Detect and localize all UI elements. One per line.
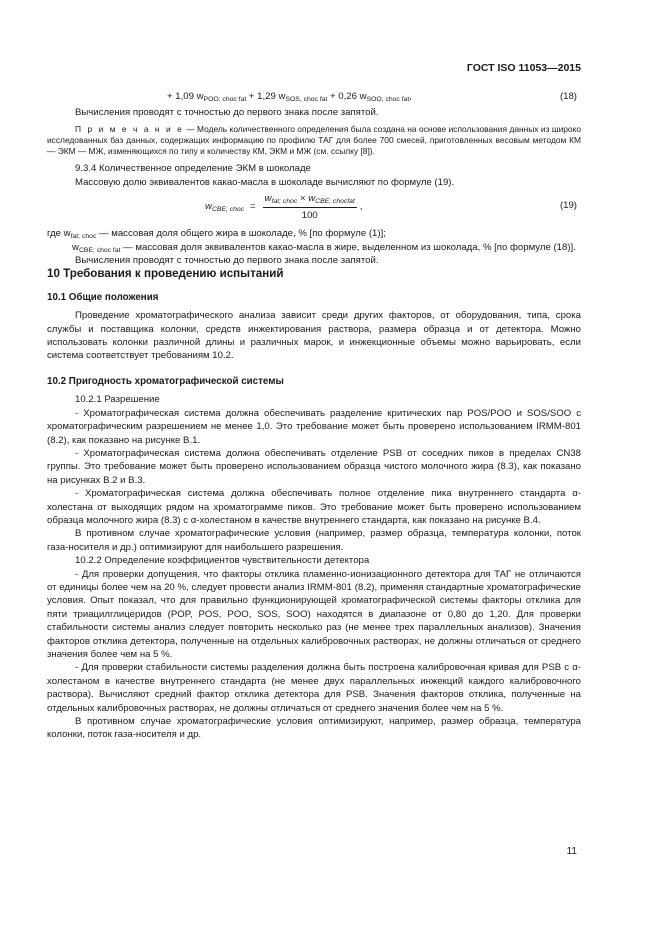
formula-18-number: (18) [559, 91, 577, 102]
paragraph-10-2-1-b: - Хроматографическая система должна обеспечивать отделение PSB от соседних пиков в пределах CN38 группы. Это требование может быть проверено использованием образца чистого молочного жира (8.3), как показано на рисунках В.2 и В.3. [47, 447, 581, 486]
note-paragraph [47, 124, 581, 157]
paragraph-10-2-1-d: В противном случае хроматографические условия (например, размер образца, температура колонки, поток газа-носителя и др.) оптимизируют для наибольшего разрешения. [47, 528, 581, 553]
section-10-1-heading: 10.1 Общие положения [47, 291, 159, 303]
formula-18 [47, 90, 581, 106]
paragraph-10-2-1-c: - Хроматографическая система должна обеспечивать полное отделение пика внутреннего стандарта α-холестана от выходящих рядом на хроматограмме пиков. Это требование может быть проверено использованием образца молочного жира (8.3) с α-холестаном в качестве внутреннего стандарта, как показано на рисунке В.4. [47, 488, 581, 526]
section-10-heading: 10 Требования к проведению испытаний [47, 267, 284, 281]
note-label: П р и м е ч а н и е [75, 124, 184, 135]
section-10-1-text: Проведение хроматографического анализа зависит среди других факторов, от оборудования, типа, срока службы и поставщика колонки, средств инжектирования раствора, размера образца и от детектора. Можно использовать колонки различной длины и различных марок, и инжекционные объемы можно варьировать, если система соответствует требованиям 10.2. [47, 310, 581, 362]
section-10-2-heading: 10.2 Пригодность хроматографической системы [47, 375, 284, 387]
paragraph-10-2-1-a: - Хроматографическая система должна обеспечивать разделение критических пар POS/POO и SOS/SOO с хроматографическим разрешением не менее 1,0. Это требование может быть проверено использованием IRMM-801 (8.2), как показано на рисунке В.1. [47, 407, 581, 446]
formula-19-comma: , [359, 201, 363, 213]
paragraph-10-2-2-a: - Для проверки допущения, что факторы отклика пламенно-ионизационного детектора для ТАГ не отличаются от единицы более чем на 20 %, следует провести анализ IRMM-801 (8.2), применяя стандартные хроматографические условия. Опыт показал, что для правильно функционирующей хроматографической системы факторы отклика для пяти триацилглицеридов (POP, POS, POO, SOS, SOO) находятся в диапазоне от 0,80 до 1,20. Для проверки стабильности системы анализ следует повторить несколько раз (не менее трех параллельных анализов). Значения факторов отклика детектора, полученные на отдельных калибровочных растворах, не должны отличаться от среднего значения более чем на 5 %. [47, 568, 581, 660]
where-item-2: $w_{CBE; choc fat}$ — массовая доля эквивалентов какао-масла в жире, выделенном из шоколада, % [по формуле (18)]. [72, 241, 576, 254]
page-number: 11 [566, 846, 577, 857]
formula-19-equals: = [250, 201, 256, 213]
paragraph-10-2-2-c: В противном случае хроматографические условия оптимизируют, например, размер образца, температура колонки, поток газа-носителя и др. [47, 716, 581, 741]
page-content [47, 88, 581, 742]
formula-19-fraction [263, 192, 357, 222]
where-item-1: где $w_{fat; choc}$ — массовая доля общего жира в шоколаде, % [по формуле (1)]; [47, 228, 386, 241]
formula-19-expression [205, 192, 363, 222]
formula-19-lhs: $w_{CBE; choc}$ [205, 201, 245, 214]
section-9-3-4-title: 9.3.4 Количественное определение ЭКМ в шоколаде [75, 163, 311, 175]
formula-19 [47, 192, 581, 224]
calc-precision-note-1: Вычисления проводят с точностью до первого знака после запятой. [75, 107, 379, 118]
section-10-2-1-title: 10.2.1 Разрешение [75, 394, 160, 406]
formula-18-expression: + 1,09 $w_{POO; choc fat} + 1,29$ $w_{SOS, choc fat} + 0,26$ $w_{SOO; choc fat}$, [167, 91, 412, 103]
document-header: ГОСТ ISO 11053—2015 [466, 62, 581, 74]
note-text: — Модель количественного определения была создана на основе использования данных из широко исследованных баз данных, содержащих информацию по профилю ТАГ для более 700 смесей, приготовленных весовым методом КМ — ЭКМ — МЖ, изменяющихся по типу и количеству КМ, ЭКМ и МЖ (см. ссылку [8]). [47, 124, 581, 157]
formula-19-numerator: $w_{fat; choc} \times w_{CBE; chocfat}$ [263, 192, 357, 207]
calc-precision-note-2: Вычисления проводят с точностью до первого знака после запятой. [75, 255, 379, 267]
paragraph-10-2-2-b: - Для проверки стабильности системы разделения должна быть построена калибровочная кривая для PSB с α-холестаном в качестве внутреннего стандарта (не менее двух параллельных инжекций каждого калибровочного раствора). Вычисляют средний фактор отклика детектора для PSB. Значения факторов отклика, полученные на отдельных калибровочных растворах, не должны отличаться от среднего значения более чем на 5 %. [47, 662, 581, 714]
section-9-3-4-text: Массовую долю эквивалентов какао-масла в шоколаде вычисляют по формуле (19). [75, 176, 455, 188]
section-10-2-2-title: 10.2.2 Определение коэффициентов чувствительности детектора [75, 555, 370, 567]
formula-19-denominator: 100 [301, 209, 318, 221]
formula-19-number: (19) [559, 200, 577, 212]
